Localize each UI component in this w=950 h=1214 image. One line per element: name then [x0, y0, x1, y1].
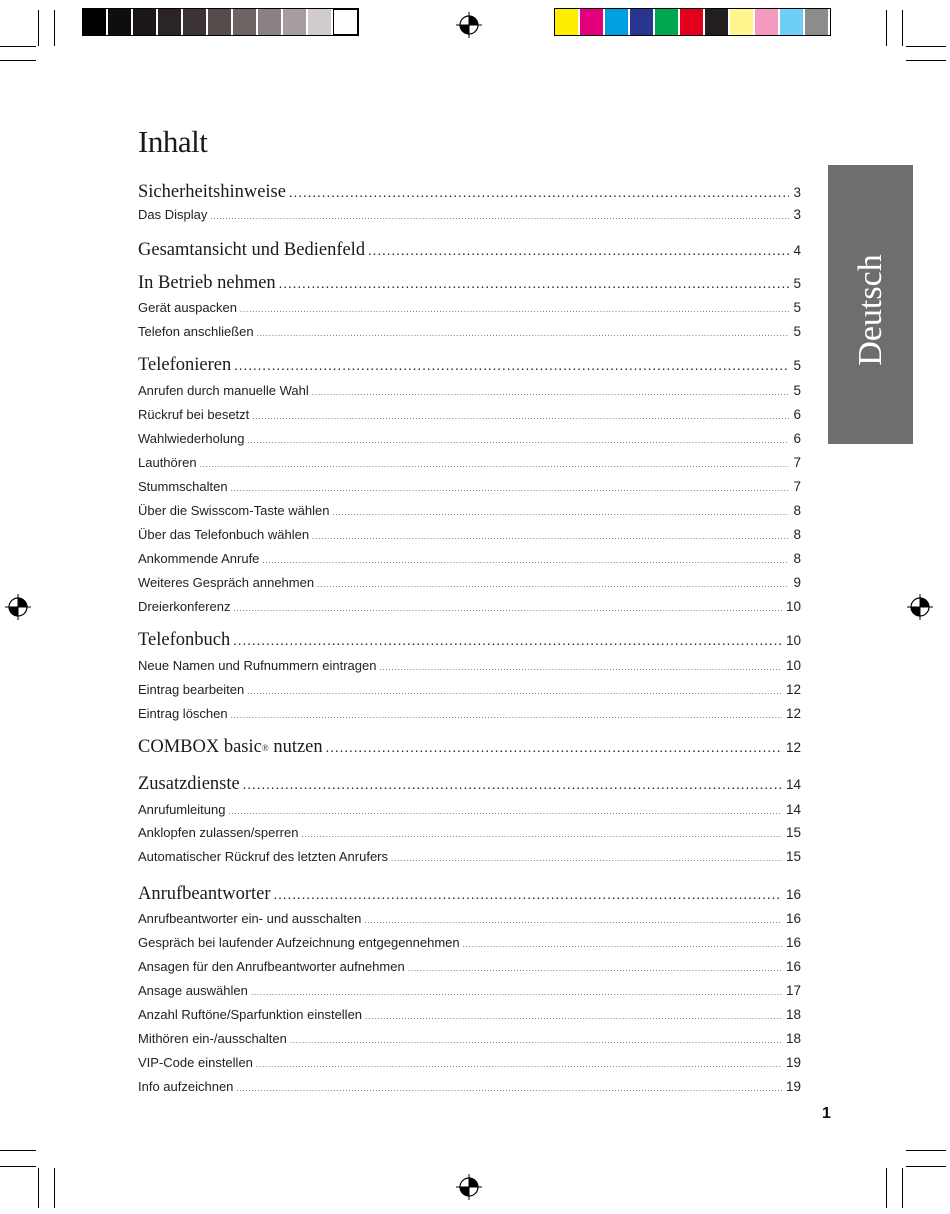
toc-entry: [138, 911, 801, 926]
calibration-swatch: [158, 9, 183, 35]
color-calibration-bar: [554, 8, 831, 36]
calibration-swatch: [605, 9, 630, 35]
dot-leader: [234, 604, 782, 613]
toc-page-number: 16: [785, 935, 801, 950]
calibration-swatch: [133, 9, 158, 35]
toc-page-number: 5: [793, 300, 801, 315]
dot-leader: [240, 305, 789, 314]
toc-entry-title: Telefonbuch: [138, 630, 231, 650]
toc-entry-title: Anklopfen zulassen/sperren: [138, 825, 299, 840]
toc-entry-title: Ankommende Anrufe: [138, 551, 260, 566]
crop-mark: [54, 10, 55, 46]
dot-leader: [231, 484, 790, 493]
crop-mark: [0, 1166, 36, 1167]
toc-page-number: 12: [785, 682, 801, 697]
dot-leader: [326, 741, 782, 757]
calibration-swatch: [283, 9, 308, 35]
toc-entry-title: Über das Telefonbuch wählen: [138, 527, 310, 542]
toc-entry-title: Ansagen für den Anrufbeantworter aufnehmen: [138, 959, 405, 974]
dot-leader: [274, 888, 782, 904]
calibration-swatch: [805, 9, 830, 35]
dot-leader: [257, 329, 790, 338]
dot-leader: [228, 807, 782, 816]
toc-entry-title: Telefonieren: [138, 355, 232, 375]
toc-entry-title: Weiteres Gespräch annehmen: [138, 575, 315, 590]
toc-page-number: 14: [785, 777, 801, 792]
toc-entry: [138, 1055, 801, 1070]
toc-entry: [138, 599, 801, 614]
toc-page-number: 14: [785, 802, 801, 817]
toc-page-number: 5: [793, 358, 801, 373]
registration-mark-icon: [456, 12, 482, 38]
toc-entry-title: Mithören ein-/ausschalten: [138, 1031, 287, 1046]
toc-page-number: 16: [785, 959, 801, 974]
calibration-swatch: [580, 9, 605, 35]
dot-leader: [301, 830, 782, 839]
calibration-swatch: [308, 9, 333, 35]
crop-mark: [0, 1150, 36, 1151]
toc-heading: [138, 355, 801, 376]
toc-entry-title: Gerät auspacken: [138, 300, 238, 315]
page-title: Inhalt: [138, 124, 208, 159]
toc-page-number: 4: [793, 243, 801, 258]
toc-heading: [138, 630, 801, 651]
toc-entry: [138, 935, 801, 950]
toc-entry-title: Eintrag bearbeiten: [138, 682, 245, 697]
calibration-swatch: [183, 9, 208, 35]
registration-mark-icon: [5, 594, 31, 620]
dot-leader: [231, 711, 782, 720]
crop-mark: [902, 1168, 903, 1208]
toc-entry: [138, 1007, 801, 1022]
toc-page-number: 15: [785, 849, 801, 864]
dot-leader: [256, 1060, 782, 1069]
crop-mark: [0, 46, 36, 47]
toc-entry: [138, 959, 801, 974]
calibration-swatch: [333, 9, 358, 35]
toc-page-number: 17: [785, 983, 801, 998]
toc-entry: [138, 551, 801, 566]
dot-leader: [379, 663, 782, 672]
toc-page-number: 10: [785, 658, 801, 673]
toc-page-number: 10: [785, 633, 801, 648]
toc-entry: [138, 383, 801, 398]
toc-entry: [138, 207, 801, 222]
dot-leader: [200, 460, 790, 469]
toc-entry-title: Das Display: [138, 207, 208, 222]
toc-page-number: 5: [793, 276, 801, 291]
dot-leader: [290, 1036, 782, 1045]
toc-entry: [138, 575, 801, 590]
toc-page-number: 18: [785, 1007, 801, 1022]
toc-entry: [138, 300, 801, 315]
registration-mark-icon: [907, 594, 933, 620]
dot-leader: [247, 436, 789, 445]
calibration-swatch: [780, 9, 805, 35]
calibration-swatch: [208, 9, 233, 35]
crop-mark: [906, 46, 946, 47]
crop-mark: [0, 60, 36, 61]
calibration-swatch: [705, 9, 730, 35]
toc-entry: [138, 658, 801, 673]
crop-mark: [906, 1150, 946, 1151]
toc-heading: [138, 884, 801, 905]
crop-mark: [38, 10, 39, 46]
toc-entry: [138, 479, 801, 494]
calibration-swatch: [730, 9, 755, 35]
toc-entry: [138, 825, 801, 840]
toc-entry-title: Gespräch bei laufender Aufzeichnung entgegennehmen: [138, 935, 460, 950]
toc-entry-title: In Betrieb nehmen: [138, 273, 276, 293]
toc-entry-title: Lauthören: [138, 455, 197, 470]
crop-mark: [54, 1168, 55, 1208]
toc-page-number: 7: [793, 455, 801, 470]
dot-leader: [210, 212, 789, 221]
dot-leader: [262, 556, 789, 565]
toc-entry-title-suffix: nutzen: [268, 737, 323, 757]
dot-leader: [312, 388, 790, 397]
toc-entry: [138, 324, 801, 339]
toc-entry-title: Gesamtansicht und Bedienfeld: [138, 240, 366, 260]
calibration-swatch: [755, 9, 780, 35]
toc-entry: [138, 802, 801, 817]
toc-entry-title: Rückruf bei besetzt: [138, 407, 250, 422]
toc-entry: [138, 431, 801, 446]
toc-entry-title: Eintrag löschen: [138, 706, 228, 721]
toc-entry-title: Stummschalten: [138, 479, 228, 494]
toc-entry-title: Neue Namen und Rufnummern eintragen: [138, 658, 377, 673]
calibration-swatch: [680, 9, 705, 35]
toc-page-number: 12: [785, 706, 801, 721]
dot-leader: [317, 580, 789, 589]
toc-entry-title: Sicherheitshinweise: [138, 182, 286, 202]
toc-entry-title: Über die Swisscom-Taste wählen: [138, 503, 330, 518]
page-number: 1: [822, 1105, 831, 1122]
toc-entry-title: Anrufbeantworter ein- und ausschalten: [138, 911, 362, 926]
dot-leader: [365, 1012, 782, 1021]
language-tab-label: Deutsch: [851, 254, 889, 366]
dot-leader: [368, 244, 789, 260]
toc-entry-title: Telefon anschließen: [138, 324, 254, 339]
dot-leader: [233, 634, 782, 650]
crop-mark: [902, 10, 903, 46]
calibration-swatch: [630, 9, 655, 35]
toc-entry: [138, 455, 801, 470]
crop-mark: [38, 1168, 39, 1208]
dot-leader: [463, 940, 782, 949]
toc-page-number: 3: [793, 207, 801, 222]
toc-entry-title: Wahlwiederholung: [138, 431, 245, 446]
toc-entry-title: COMBOX basic: [138, 737, 262, 757]
registration-mark-icon: [456, 1174, 482, 1200]
crop-mark: [886, 1168, 887, 1208]
calibration-swatch: [655, 9, 680, 35]
toc-heading: [138, 240, 801, 261]
calibration-swatch: [233, 9, 258, 35]
toc-entry-title: Anzahl Ruftöne/Sparfunktion einstellen: [138, 1007, 363, 1022]
toc-page-number: 6: [793, 407, 801, 422]
dot-leader: [364, 916, 782, 925]
calibration-swatch: [108, 9, 133, 35]
toc-entry: [138, 527, 801, 542]
toc-page-number: 8: [793, 527, 801, 542]
toc-heading: [138, 182, 801, 203]
language-tab: [828, 165, 913, 444]
toc-entry-title: Automatischer Rückruf des letzten Anrufers: [138, 849, 389, 864]
dot-leader: [252, 412, 789, 421]
toc-page-number: 16: [785, 887, 801, 902]
toc-page-number: 19: [785, 1055, 801, 1070]
toc-page-number: 18: [785, 1031, 801, 1046]
toc-entry: [138, 503, 801, 518]
toc-entry-title: Zusatzdienste: [138, 774, 240, 794]
dot-leader: [279, 277, 790, 293]
toc-page-number: 8: [793, 503, 801, 518]
dot-leader: [391, 854, 782, 863]
toc-entry: [138, 1079, 801, 1094]
toc-entry-title: Info aufzeichnen: [138, 1079, 234, 1094]
toc-page-number: 12: [785, 740, 801, 755]
toc-entry-title: Anrufbeantworter: [138, 884, 271, 904]
toc-entry: [138, 1031, 801, 1046]
calibration-swatch: [83, 9, 108, 35]
toc-page-number: 5: [793, 383, 801, 398]
calibration-swatch: [555, 9, 580, 35]
dot-leader: [312, 532, 789, 541]
toc-heading: [138, 737, 801, 758]
crop-mark: [886, 10, 887, 46]
toc-page-number: 3: [793, 185, 801, 200]
dot-leader: [236, 1084, 782, 1093]
toc-page-number: 19: [785, 1079, 801, 1094]
toc-entry: [138, 706, 801, 721]
toc-entry: [138, 407, 801, 422]
toc-entry: [138, 983, 801, 998]
toc-entry-title: VIP-Code einstellen: [138, 1055, 253, 1070]
toc-heading: [138, 273, 801, 294]
toc-page-number: 5: [793, 324, 801, 339]
dot-leader: [332, 508, 789, 517]
dot-leader: [251, 988, 782, 997]
toc-page-number: 7: [793, 479, 801, 494]
dot-leader: [289, 186, 790, 202]
toc-entry-title: Dreierkonferenz: [138, 599, 231, 614]
toc-page-number: 6: [793, 431, 801, 446]
toc-entry-title: Ansage auswählen: [138, 983, 248, 998]
crop-mark: [906, 60, 946, 61]
registered-mark: ®: [261, 743, 269, 753]
toc-heading: [138, 774, 801, 795]
dot-leader: [234, 359, 789, 375]
toc-page-number: 16: [785, 911, 801, 926]
calibration-swatch: [258, 9, 283, 35]
grayscale-calibration-bar: [82, 8, 359, 36]
dot-leader: [247, 687, 782, 696]
dot-leader: [243, 778, 782, 794]
toc-page-number: 15: [785, 825, 801, 840]
toc-page-number: 10: [785, 599, 801, 614]
toc-entry-title: Anrufumleitung: [138, 802, 226, 817]
toc-entry-title: Anrufen durch manuelle Wahl: [138, 383, 309, 398]
toc-entry: [138, 682, 801, 697]
toc-page-number: 9: [793, 575, 801, 590]
crop-mark: [906, 1166, 946, 1167]
toc-page-number: 8: [793, 551, 801, 566]
toc-entry: [138, 849, 801, 864]
dot-leader: [408, 964, 782, 973]
